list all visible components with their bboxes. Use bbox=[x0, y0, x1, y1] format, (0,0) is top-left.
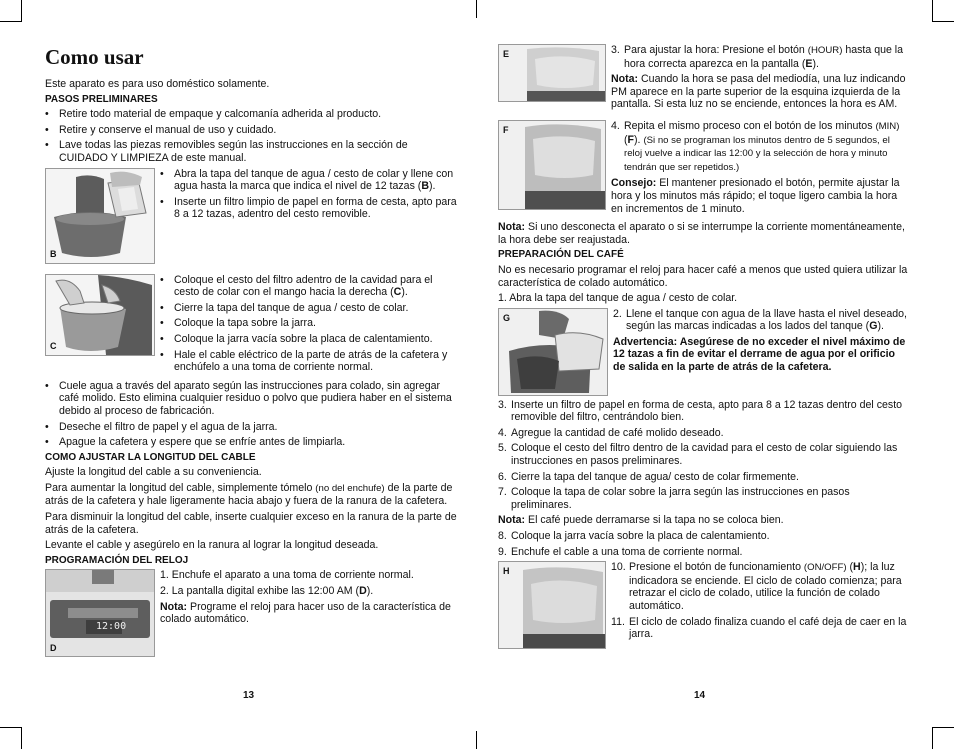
intro-text: Este aparato es para uso doméstico solamente. bbox=[45, 78, 270, 90]
figure-b-list bbox=[160, 168, 457, 264]
list-item: • Retire todo material de empaque y calcomanía adherida al producto. bbox=[45, 108, 457, 121]
steps-list bbox=[498, 399, 910, 512]
list-item: • Inserte un filtro limpio de papel en forma de cesta, apto para 8 a 12 tazas, adentro del cesto removible. bbox=[160, 196, 457, 221]
figure-g-block bbox=[498, 308, 910, 396]
step: 4. Repita el mismo proceso con el botón de los minutos (MIN) (F). (Si no se programan los minutos dentro de 5 segundos, el reloj vuelve a indicar las 12:00 y la selección de hora y minuto tendrán que ser repetidos.) bbox=[611, 119, 900, 173]
step: 10. Presione el botón de funcionamiento (ON/OFF) (H); la luz indicadora se enciende. El ciclo de colado comienza; para retrazar el ciclo de colado, utilice la función de colado automático. bbox=[611, 561, 902, 612]
figure-g bbox=[498, 308, 608, 396]
step: 3. Inserte un filtro de papel en forma de cesta, apto para 8 a 12 tazas dentro del cesto removible del filtro, centrándolo bien. bbox=[498, 398, 903, 424]
step: 3. Para ajustar la hora: Presione el botón (HOUR) hasta que la hora correcta aparezca en la pantalla (E). bbox=[611, 44, 904, 70]
list-item: • Apague la cafetera y espere que se enfríe antes de limpiarla. bbox=[45, 436, 457, 449]
step: 8. Coloque la jarra vacía sobre la placa de calentamiento. bbox=[498, 530, 770, 543]
list-item: • Coloque la tapa sobre la jarra. bbox=[160, 317, 457, 330]
figure-h bbox=[498, 561, 606, 649]
step: 1. Abra la tapa del tanque de agua / cesto de colar. bbox=[498, 292, 738, 305]
figure-label: B bbox=[50, 248, 57, 259]
figure-h-text bbox=[611, 561, 910, 649]
crop-mark bbox=[932, 0, 933, 22]
paragraph: Para disminuir la longitud del cable, inserte cualquier exceso en la ranura de la parte de atrás de la cafetera. bbox=[45, 511, 457, 536]
step: 7. Coloque la tapa de colar sobre la jarra según las instrucciones en pasos preliminares. bbox=[498, 486, 850, 511]
list-item: • Lave todas las piezas removibles según las instrucciones en la sección de CUIDADO Y LIMPIEZA de este manual. bbox=[45, 139, 457, 164]
tip: Consejo: El mantener presionado el botón, permite ajustar la hora y los minutos más rápido; el toque ligero cambia la hora en incrementos de 1 minuto. bbox=[611, 177, 900, 215]
clock-display-illustration bbox=[46, 570, 154, 656]
crop-mark bbox=[932, 727, 954, 728]
paragraph: Levante el cable y asegúrelo en la ranura al lograr la longitud deseada. bbox=[45, 539, 379, 552]
list-item: • Abra la tapa del tanque de agua / cesto de colar y llene con agua hasta la marca que indica el nivel de 12 tazas (B). bbox=[160, 168, 457, 193]
figure-b bbox=[45, 168, 155, 264]
figure-e bbox=[498, 44, 606, 102]
figure-f-text bbox=[611, 120, 910, 218]
warning: Advertencia: Asegúrese de no exceder el nivel máximo de 12 tazas a fin de evitar el derrame de agua por el orificio de salida en la parte de atrás de la cafetera. bbox=[613, 335, 906, 374]
clock-display-text: 12:00 bbox=[96, 621, 127, 633]
coffee-maker-min-illustration bbox=[499, 121, 605, 209]
page-number: 14 bbox=[694, 690, 706, 701]
page-title: Como usar bbox=[45, 45, 144, 69]
list-item: • Coloque la jarra vacía sobre la placa de calentamiento. bbox=[160, 333, 457, 346]
crop-mark bbox=[21, 727, 22, 749]
crop-mark bbox=[0, 21, 22, 22]
crop-mark bbox=[21, 0, 22, 22]
coffee-maker-hour-illustration bbox=[499, 45, 605, 101]
section-heading-preliminares: PASOS PRELIMINARES bbox=[45, 93, 158, 105]
paragraph: Para aumentar la longitud del cable, simplemente tómelo (no del enchufe) de la parte de atrás de la cafetera y hale ligeramente hacia abajo y fuera de la ranura de la cafetera. bbox=[45, 481, 453, 508]
filter-basket-illustration bbox=[46, 275, 154, 355]
coffee-maker-fill-illustration bbox=[46, 169, 154, 263]
list-item: • Hale el cable eléctrico de la parte de atrás de la cafetera y enchúfelo a una toma de corriente normal. bbox=[160, 349, 457, 374]
figure-f-block bbox=[498, 120, 910, 218]
section-heading-preparacion: PREPARACIÓN DEL CAFÉ bbox=[498, 249, 624, 261]
figure-d-text bbox=[160, 569, 457, 657]
list-item: • Deseche el filtro de papel y el agua de la jarra. bbox=[45, 421, 457, 434]
section-heading-reloj: PROGRAMACIÓN DEL RELOJ bbox=[45, 554, 189, 566]
page-13 bbox=[45, 40, 457, 701]
figure-label: C bbox=[50, 340, 57, 351]
paragraph: No es necesario programar el reloj para hacer café a menos que usted quiera utilizar la característica de colado automático. bbox=[498, 263, 908, 289]
note: Nota: Programe el reloj para hacer uso de la característica de colado automático. bbox=[160, 600, 451, 626]
paragraph: Ajuste la longitud del cable a su conveniencia. bbox=[45, 466, 262, 479]
figure-label: H bbox=[503, 566, 510, 577]
figure-label: D bbox=[50, 642, 57, 653]
water-fill-illustration bbox=[499, 309, 607, 395]
preliminary-list bbox=[45, 108, 457, 164]
step: 1. Enchufe el aparato a una toma de corriente normal. bbox=[160, 569, 414, 582]
figure-e-block bbox=[498, 44, 910, 114]
figure-c-block bbox=[45, 274, 457, 377]
crop-mark bbox=[476, 0, 477, 18]
step: 6. Cierre la tapa del tanque de agua/ cesto de colar firmemente. bbox=[498, 470, 799, 483]
list-item: • Cierre la tapa del tanque de agua / cesto de colar. bbox=[160, 302, 457, 315]
steps-list-2 bbox=[498, 530, 910, 558]
step: 11. El ciclo de colado finaliza cuando el café deja de caer en la jarra. bbox=[611, 615, 907, 641]
crop-mark bbox=[932, 727, 933, 749]
crop-mark bbox=[476, 731, 477, 749]
note: Nota: Cuando la hora se pasa del mediodía, una luz indicando PM aparece en la parte superior de la esquina izquierda de la pantalla. Si esta luz no se enciende, entonces la hora es AM. bbox=[611, 73, 906, 111]
figure-g-text bbox=[613, 308, 910, 396]
after-list bbox=[45, 380, 457, 449]
list-item: • Cuele agua a través del aparato según las instrucciones para colado, sin agregar café molido. Esto elimina cualquier residuo o polvo que pudiera haber en el sistema debido al proceso de fabricación. bbox=[45, 380, 457, 418]
step: 5. Coloque el cesto del filtro dentro de la cavidad para el cesto de colar siguiendo las instrucciones en pasos preliminares. bbox=[498, 442, 898, 468]
step: 2. La pantalla digital exhibe las 12:00 AM (D). bbox=[160, 585, 374, 598]
figure-f bbox=[498, 120, 606, 210]
page-14 bbox=[498, 44, 910, 701]
figure-b-block bbox=[45, 168, 457, 264]
step: 2. Llene el tanque con agua de la llave hasta el nivel deseado, según las marcas indicadas a los lados del tanque (G). bbox=[613, 307, 907, 333]
crop-mark bbox=[0, 727, 22, 728]
figure-d bbox=[45, 569, 155, 657]
figure-c bbox=[45, 274, 155, 356]
figure-c-list bbox=[160, 274, 457, 377]
page-number: 13 bbox=[243, 690, 255, 701]
note: Nota: El café puede derramarse si la tapa no se coloca bien. bbox=[498, 514, 784, 527]
list-item: • Coloque el cesto del filtro adentro de la cavidad para el cesto de colar con el mango hacia la derecha (C). bbox=[160, 274, 457, 299]
figure-h-block bbox=[498, 561, 910, 649]
note: Nota: Si uno desconecta el aparato o si se interrumpe la corriente momentáneamente, la hora debe ser reajustada. bbox=[498, 221, 905, 246]
figure-label: G bbox=[503, 312, 511, 323]
list-item: • Retire y conserve el manual de uso y cuidado. bbox=[45, 124, 457, 137]
step: 9. Enchufe el cable a una toma de corriente normal. bbox=[498, 545, 743, 558]
figure-e-text bbox=[611, 44, 910, 114]
figure-d-block bbox=[45, 569, 457, 657]
figure-label: E bbox=[503, 49, 510, 59]
crop-mark bbox=[932, 21, 954, 22]
step: 4. Agregue la cantidad de café molido deseado. bbox=[498, 426, 724, 439]
section-heading-cable: COMO AJUSTAR LA LONGITUD DEL CABLE bbox=[45, 451, 256, 463]
figure-label: F bbox=[503, 124, 509, 135]
power-button-illustration bbox=[499, 562, 605, 648]
